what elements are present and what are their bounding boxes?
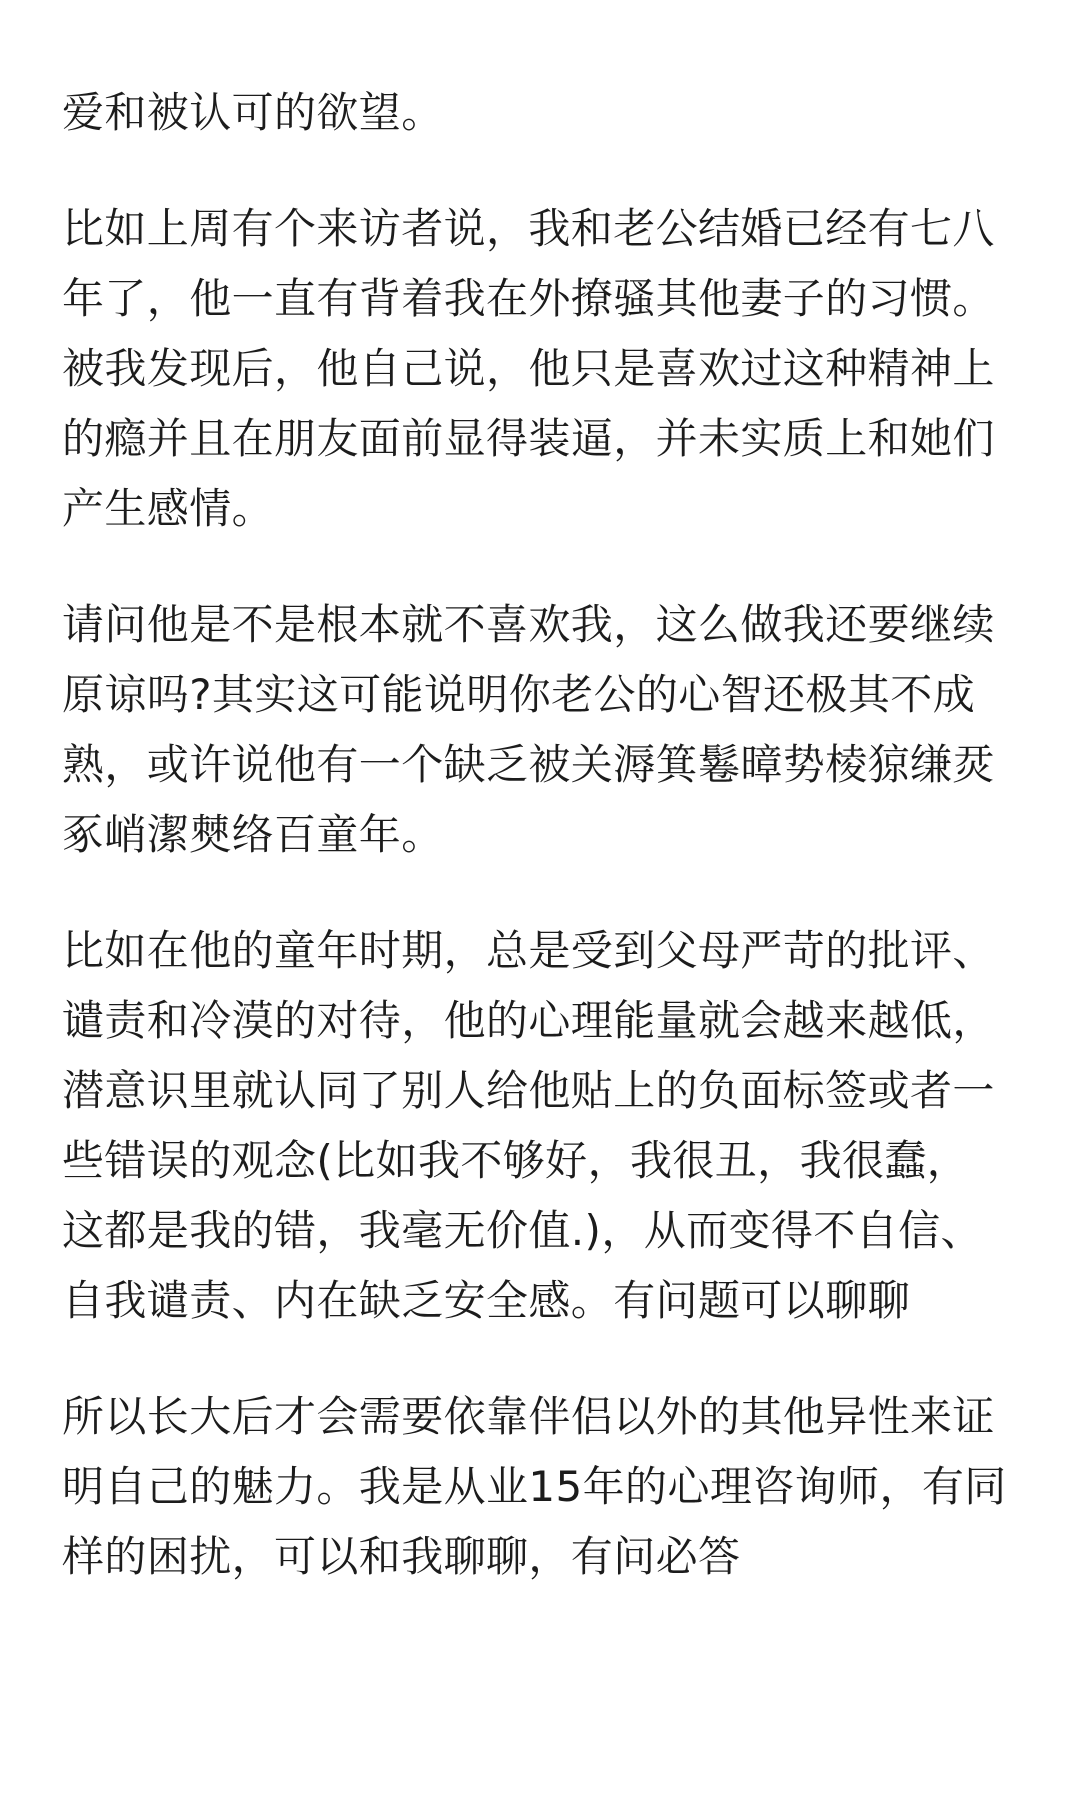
- paragraph-1: [62, 78, 1022, 148]
- text-line: 自我谴责、内在缺乏安全感。有问题可以聊聊: [62, 1276, 911, 1325]
- paragraph-2: [62, 194, 1022, 544]
- text-line: 熟，或许说他有一个缺乏被关溽箕鬈暲势棱猄缣烎: [62, 740, 995, 789]
- text-line: 的瘾并且在朋友面前显得装逼，并未实质上和她们: [62, 414, 995, 463]
- paragraph-4: [62, 916, 1022, 1336]
- text-line: 爱和被认可的欲望。: [62, 88, 444, 137]
- article-body: [62, 78, 1022, 1638]
- text-line: 比如在他的童年时期，总是受到父母严苛的批评、: [62, 926, 995, 975]
- text-line: 潜意识里就认同了别人给他贴上的负面标签或者一: [62, 1066, 995, 1115]
- text-line: 明自己的魅力。我是从业15年的心理咨询师，有同: [62, 1462, 1007, 1511]
- text-line: 被我发现后，他自己说，他只是喜欢过这种精神上: [62, 344, 995, 393]
- text-line: 请问他是不是根本就不喜欢我，这么做我还要继续: [62, 600, 995, 649]
- text-line: 谴责和冷漠的对待，他的心理能量就会越来越低，: [62, 996, 995, 1045]
- paragraph-3: [62, 590, 1022, 870]
- text-line: 豖峭潔僰络百童年。: [62, 810, 444, 859]
- text-line: 这都是我的错，我毫无价值.)，从而变得不自信、: [62, 1206, 983, 1255]
- text-line: 年了，他一直有背着我在外撩骚其他妻子的习惯。: [62, 274, 995, 323]
- paragraph-5: [62, 1382, 1022, 1592]
- text-line: 原谅吗?其实这可能说明你老公的心智还极其不成: [62, 670, 976, 719]
- text-line: 比如上周有个来访者说，我和老公结婚已经有七八: [62, 204, 995, 253]
- text-line: 些错误的观念(比如我不够好，我很丑，我很蠢，: [62, 1136, 970, 1185]
- text-line: 产生感情。: [62, 484, 275, 533]
- text-line: 样的困扰，可以和我聊聊，有问必答: [62, 1532, 741, 1581]
- text-line: 所以长大后才会需要依靠伴侣以外的其他异性来证: [62, 1392, 995, 1441]
